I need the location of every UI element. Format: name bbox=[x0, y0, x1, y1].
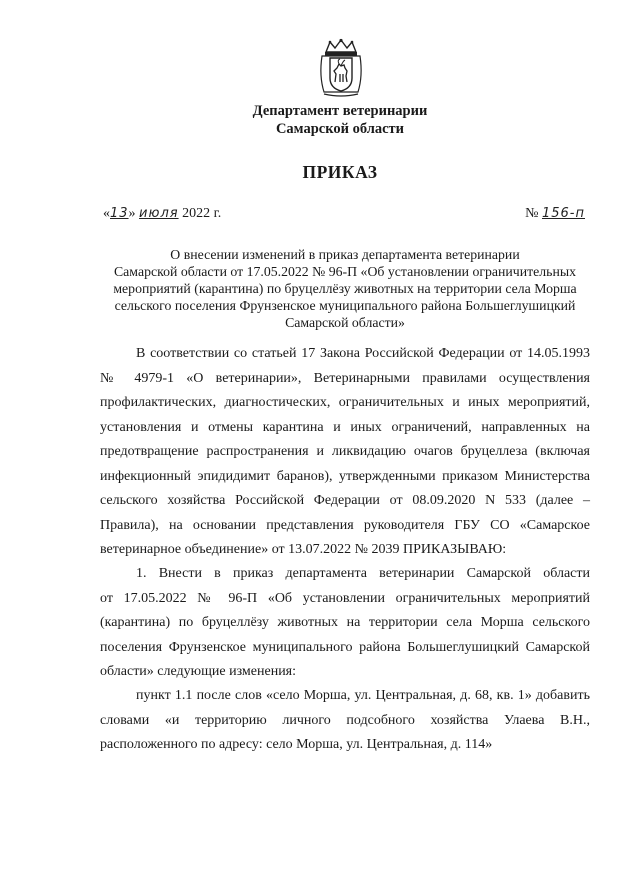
department-region: Самарской области bbox=[275, 121, 405, 137]
subject-line: мероприятий (карантина) по бруцеллёзу животных на территории села Морша bbox=[113, 281, 577, 296]
paragraph-line: словами «и территорию личного подсобного хозяйства Улаева В.Н., bbox=[100, 712, 590, 728]
paragraph-line: расположенного по адресу: село Морша, ул. Центральная, д. 114» bbox=[100, 737, 493, 752]
paragraph-line: (карантина) по бруцеллёзу животных на территории села Морша сельского bbox=[100, 615, 590, 630]
subject-line: Самарской области» bbox=[285, 315, 405, 330]
paragraph-line: сельского хозяйства Российской Федерации от 08.09.2020 N 533 (далее – bbox=[100, 493, 590, 508]
samara-coat-of-arms-icon bbox=[318, 38, 364, 98]
subject-line: сельского поселения Фрунзенское муниципального района Большеглушицкий bbox=[114, 298, 576, 313]
subject-line: Самарской области от 17.05.2022 № 96-П «Об установлении ограничительных bbox=[113, 264, 576, 279]
paragraph-line: № 4979-1 «О ветеринарии», Ветеринарными правилами осуществления bbox=[100, 370, 590, 386]
order-date bbox=[103, 206, 221, 222]
paragraph-line: 1. Внести в приказ департамента ветеринарии Самарской области bbox=[136, 566, 590, 581]
order-number bbox=[525, 206, 585, 222]
paragraph-legal-basis bbox=[100, 342, 590, 563]
date-open-quote: « bbox=[103, 206, 110, 221]
paragraph-line: предотвращение распространения и ликвидацию очагов бруцеллеза (включая bbox=[100, 444, 590, 459]
paragraph-line: области» следующие изменения: bbox=[100, 664, 297, 679]
paragraph-line: ветеринарное объединение» от 13.07.2022 № 2039 ПРИКАЗЫВАЮ: bbox=[100, 542, 507, 557]
paragraph-line: профилактических, диагностических, ограничительных и иных мероприятий, bbox=[100, 395, 590, 410]
paragraph-item-1 bbox=[100, 562, 590, 685]
date-month: июля bbox=[139, 206, 179, 221]
subject-line: О внесении изменений в приказ департамента ветеринарии bbox=[170, 247, 520, 262]
number-prefix: № bbox=[525, 206, 539, 221]
date-close-quote: » bbox=[128, 206, 136, 221]
paragraph-amendment bbox=[100, 684, 590, 758]
date-year: 2022 г. bbox=[182, 206, 222, 221]
paragraph-line: В соответствии со статьей 17 Закона Российской Федерации от 14.05.1993 bbox=[136, 346, 590, 361]
order-subject bbox=[100, 246, 590, 331]
paragraph-line: поселения Фрунзенское муниципального района Большеглушицкий Самарской bbox=[100, 639, 590, 655]
paragraph-line: пункт 1.1 после слов «село Морша, ул. Центральная, д. 68, кв. 1» добавить bbox=[136, 688, 590, 703]
paragraph-line: инфекционный эпидидимит баранов), утвержденными приказом Министерства bbox=[100, 468, 590, 484]
number-value: 156-п bbox=[541, 206, 585, 221]
paragraph-line: от 17.05.2022 № 96-П «Об установлении ограничительных мероприятий bbox=[100, 590, 590, 606]
date-day: 13 bbox=[110, 206, 129, 221]
order-title: ПРИКАЗ bbox=[302, 162, 378, 182]
department-name: Департамент ветеринарии bbox=[252, 103, 428, 119]
paragraph-line: установления и отмены карантина и иных ограничений, направленных на bbox=[100, 419, 590, 435]
paragraph-line: Правила), на основании представления руководителя ГБУ СО «Самарское bbox=[100, 517, 590, 533]
